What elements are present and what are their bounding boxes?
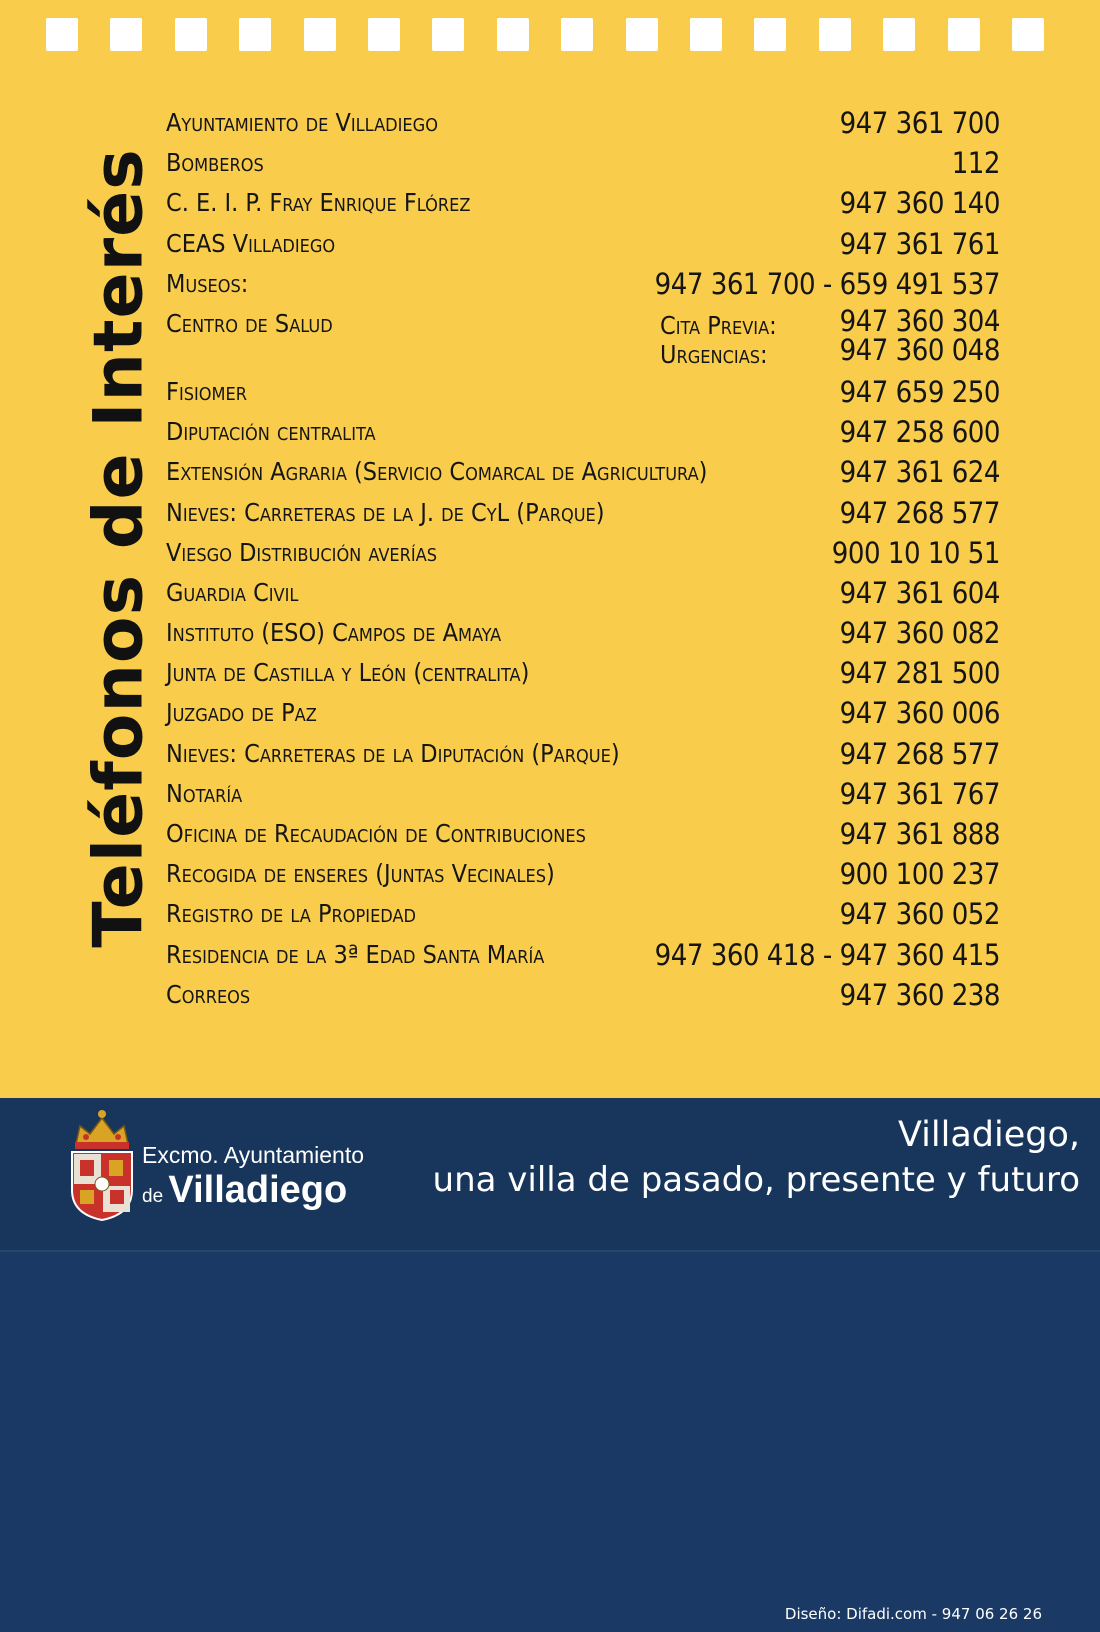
- entry-phone: 112: [951, 146, 1000, 181]
- entry-name: Instituto (ESO) Campos de Amaya: [166, 618, 502, 648]
- entry-phone: 947 360 052: [839, 897, 1000, 932]
- entry-name: Junta de Castilla y León (centralita): [166, 658, 530, 688]
- slogan-line-1: Villadiego,: [897, 1115, 1080, 1155]
- list-item: [166, 976, 1006, 1016]
- entry-name: Residencia de la 3ª Edad Santa María: [166, 939, 545, 969]
- list-item: [166, 305, 1006, 373]
- entry-name: Museos:: [166, 268, 249, 298]
- entry-phone: 947 360 418 - 947 360 415: [654, 937, 1000, 972]
- entry-phone: 900 100 237: [839, 857, 1000, 892]
- list-item: [166, 895, 1006, 935]
- entry-sublabel: Cita Previa:: [660, 310, 777, 340]
- entry-name: Viesgo Distribución averías: [166, 537, 438, 567]
- entry-phone: 947 361 700: [839, 106, 1000, 140]
- logo-line-2: [142, 1168, 364, 1219]
- spiral-binding-holes: [0, 18, 1100, 58]
- entry-sublabel: Urgencias:: [660, 339, 768, 369]
- slogan: [433, 1112, 1080, 1202]
- entry-phone: 947 360 006: [839, 696, 1000, 731]
- entry-name: C. E. I. P. Fray Enrique Flórez: [166, 188, 471, 218]
- list-item: [166, 735, 1006, 775]
- list-item: [166, 225, 1006, 265]
- binding-hole: [1012, 18, 1044, 51]
- entry-phone: 947 360 048: [839, 332, 1000, 367]
- entry-phone: 947 360 238: [839, 977, 1000, 1012]
- entry-name: Extensión Agraria (Servicio Comarcal de Agricultura): [166, 457, 708, 487]
- binding-hole: [239, 18, 271, 51]
- entry-name: Bomberos: [166, 148, 264, 178]
- entry-name: Juzgado de Paz: [166, 698, 317, 728]
- list-item: [166, 104, 1006, 144]
- binding-hole: [368, 18, 400, 51]
- entry-phone: 947 361 604: [839, 575, 1000, 610]
- entry-name: Fisiomer: [166, 376, 247, 406]
- binding-hole: [46, 18, 78, 51]
- list-item: [166, 494, 1006, 534]
- list-item: [166, 574, 1006, 614]
- coat-of-arms-icon: [66, 1104, 138, 1224]
- entry-name: Correos: [166, 979, 251, 1009]
- binding-hole: [561, 18, 593, 51]
- entry-phone: 947 268 577: [839, 736, 1000, 771]
- entry-name: Recogida de enseres (Juntas Vecinales): [166, 859, 555, 889]
- entry-phone: 900 10 10 51: [831, 535, 1000, 570]
- entry-sublabels: [660, 311, 840, 369]
- list-item: [166, 614, 1006, 654]
- entry-subphones: [839, 303, 1000, 367]
- entry-name: Registro de la Propiedad: [166, 899, 416, 929]
- binding-hole: [690, 18, 722, 51]
- entry-name: CEAS Villadiego: [166, 228, 336, 258]
- entry-name: Nieves: Carreteras de la J. de CyL (Parque): [166, 497, 605, 527]
- binding-hole: [304, 18, 336, 51]
- list-item: [166, 373, 1006, 413]
- list-item: [166, 936, 1006, 976]
- entry-name: Oficina de Recaudación de Contribuciones: [166, 819, 586, 848]
- lower-blue-panel: [0, 1250, 1100, 1632]
- slogan-line-2: una villa de pasado, presente y futuro: [432, 1160, 1080, 1200]
- entry-phone: 947 659 250: [839, 374, 1000, 409]
- binding-hole: [497, 18, 529, 51]
- entry-name: Ayuntamiento de Villadiego: [166, 108, 438, 137]
- binding-hole: [432, 18, 464, 51]
- entry-phone: 947 360 082: [839, 616, 1000, 651]
- list-item: [166, 453, 1006, 493]
- municipality-logo-text: [142, 1142, 364, 1219]
- entry-name: Guardia Civil: [166, 577, 299, 607]
- binding-hole: [110, 18, 142, 51]
- binding-hole: [883, 18, 915, 51]
- list-item: [166, 855, 1006, 895]
- entry-name: Centro de Salud: [166, 308, 333, 338]
- logo-line-1: Excmo. Ayuntamiento: [142, 1142, 365, 1168]
- entry-name: Diputación centralita: [166, 417, 376, 447]
- entry-phone: 947 361 624: [839, 455, 1000, 490]
- design-credit: Diseño: Difadi.com - 947 06 26 26: [784, 1605, 1042, 1623]
- list-item: [166, 815, 1006, 855]
- list-item: [166, 654, 1006, 694]
- list-item: [166, 413, 1006, 453]
- entry-phone: 947 361 761: [839, 226, 1000, 261]
- entry-phone: 947 268 577: [839, 495, 1000, 530]
- entry-phone: 947 258 600: [839, 415, 1000, 450]
- binding-hole: [754, 18, 786, 51]
- binding-hole: [626, 18, 658, 51]
- entry-phone: 947 281 500: [839, 656, 1000, 691]
- logo-de: de: [142, 1186, 164, 1207]
- binding-hole: [819, 18, 851, 51]
- entry-phone: 947 361 700 - 659 491 537: [654, 266, 1000, 301]
- binding-hole: [948, 18, 980, 51]
- entry-phone: 947 361 888: [839, 817, 1000, 851]
- list-item: [166, 775, 1006, 815]
- list-item: [166, 265, 1006, 305]
- entry-name: Notaría: [166, 778, 243, 808]
- list-item: [166, 184, 1006, 224]
- phone-list: [166, 104, 1006, 1016]
- list-item: [166, 534, 1006, 574]
- entry-name: Nieves: Carreteras de la Diputación (Parque): [166, 738, 620, 768]
- page-title: Teléfonos de Interés: [79, 148, 159, 948]
- logo-town-name: Villadiego: [168, 1169, 348, 1211]
- entry-phone: 947 360 304: [839, 303, 1000, 338]
- list-item: [166, 694, 1006, 734]
- entry-phone: 947 360 140: [839, 186, 1000, 221]
- list-item: [166, 144, 1006, 184]
- binding-hole: [175, 18, 207, 51]
- entry-phone: 947 361 767: [839, 776, 1000, 811]
